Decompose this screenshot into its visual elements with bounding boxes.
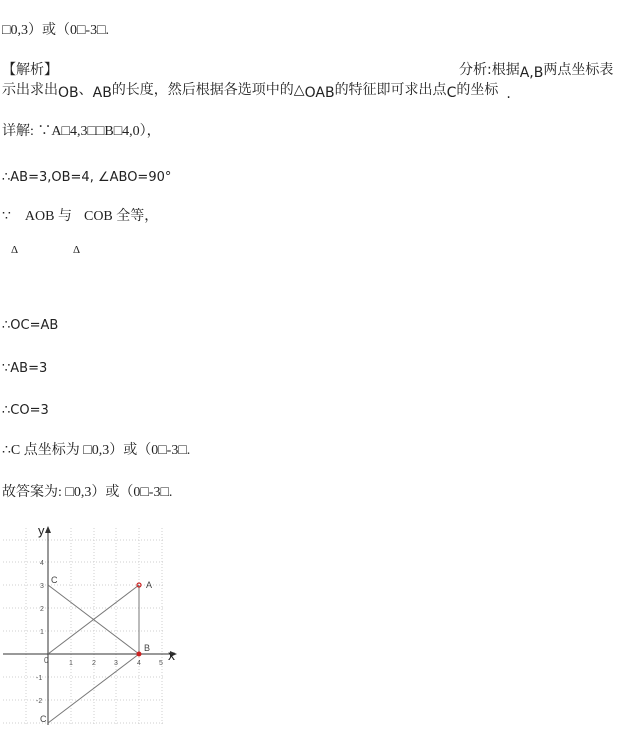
analysis-heading: 【解析】 bbox=[2, 62, 58, 78]
axis-x-label: x bbox=[168, 647, 175, 663]
analysis-period: . bbox=[506, 86, 511, 102]
y-tick: -2 bbox=[36, 698, 43, 705]
coordinate-graph bbox=[0, 520, 200, 748]
triangle-symbol-2: Δ bbox=[73, 244, 81, 256]
co-3-line: ∴CO=3 bbox=[2, 403, 49, 418]
detail-line: 详解: ∵A□4,3□□B□4,0）， bbox=[2, 124, 161, 139]
x-tick: 5 bbox=[159, 660, 163, 667]
point-c-bottom-label: C bbox=[40, 714, 47, 724]
congruence-aob: AOB 与 bbox=[24, 209, 72, 224]
segment-ob: OB bbox=[58, 85, 79, 101]
x-tick: 3 bbox=[114, 660, 118, 667]
y-tick: 4 bbox=[40, 560, 44, 567]
analysis-intro-points: A,B bbox=[519, 65, 544, 81]
y-tick: -1 bbox=[36, 675, 43, 682]
analysis-text-g: 的特征即可求出点 bbox=[334, 82, 447, 98]
triangle-oab: OAB bbox=[304, 85, 335, 101]
analysis-intro-a: 分析:根据 bbox=[459, 62, 520, 78]
ab-3-line: ∵AB=3 bbox=[2, 361, 48, 376]
analysis-intro bbox=[459, 62, 614, 81]
y-tick: 2 bbox=[40, 606, 44, 613]
axis-y-label: y bbox=[38, 523, 45, 538]
analysis-text-i: 的坐标 bbox=[456, 82, 499, 98]
x-tick: 4 bbox=[137, 660, 141, 667]
congruence-line bbox=[2, 210, 158, 224]
answer-line: 故答案为: □0,3）或（0□-3□. bbox=[2, 485, 173, 500]
x-tick: 1 bbox=[69, 660, 73, 667]
y-axis-arrow-icon bbox=[45, 526, 51, 533]
point-b-label: B bbox=[144, 643, 151, 653]
c-coordinate-line: ∴C 点坐标为 □0,3）或（0□-3□. bbox=[2, 443, 191, 458]
point-c-label: C bbox=[446, 85, 457, 101]
congruence-cob: COB 全等， bbox=[83, 209, 159, 224]
triangle-symbol-1: Δ bbox=[11, 244, 19, 256]
analysis-line-2 bbox=[2, 82, 511, 102]
point-b-marker bbox=[137, 652, 142, 657]
origin-label: 0 bbox=[44, 656, 49, 665]
x-tick: 2 bbox=[92, 660, 96, 667]
point-a-label: A bbox=[146, 580, 153, 590]
line-answer-top: □0,3）或（0□-3□. bbox=[2, 23, 110, 38]
oc-ab-line: ∴OC=AB bbox=[2, 318, 59, 333]
analysis-text-c: 、 bbox=[78, 82, 93, 98]
analysis-text-e: 的长度，然后根据各选项中的△ bbox=[111, 82, 305, 98]
analysis-text-a: 示出求出 bbox=[2, 82, 58, 98]
analysis-intro-c: 两点坐标表 bbox=[543, 62, 614, 78]
point-c-top-label: C bbox=[51, 575, 58, 585]
segment-ab: AB bbox=[92, 85, 112, 101]
ab-ob-line: ∴AB=3,OB=4, ∠ABO=90° bbox=[2, 170, 172, 185]
y-tick: 1 bbox=[40, 629, 44, 636]
y-tick: 3 bbox=[40, 583, 44, 590]
because-symbol: ∵ bbox=[2, 209, 11, 224]
